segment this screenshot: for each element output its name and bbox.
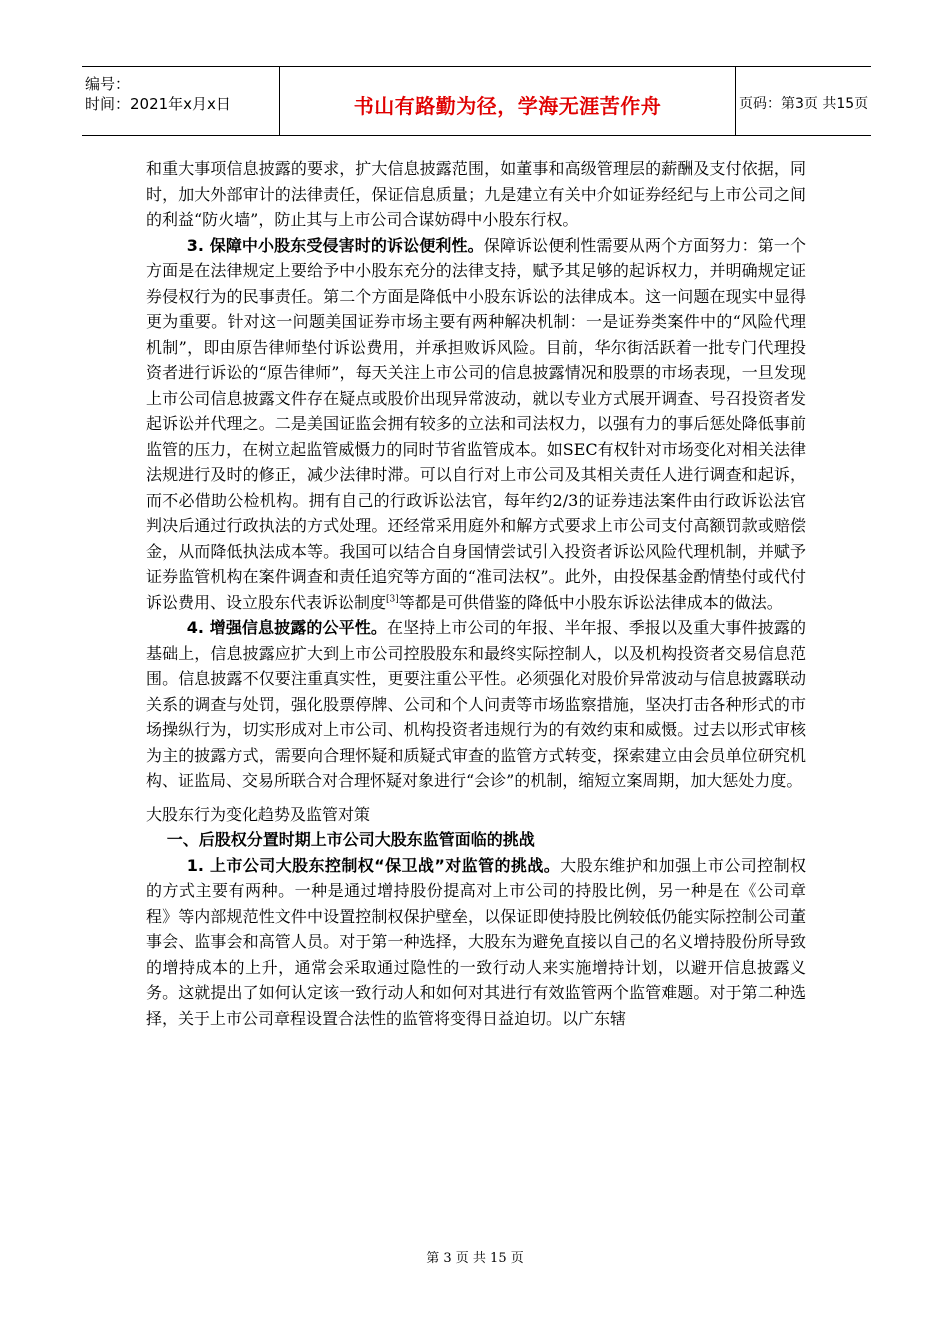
paragraph-lead: 3. 保障中小股东受侵害时的诉讼便利性。 [186,235,484,255]
paragraph-text: 等都是可供借鉴的降低中小股东诉讼法律成本的做法。 [398,592,783,612]
page-header [82,66,871,136]
paragraph-text: 大股东维护和加强上市公司控制权的方式主要有两种。一种是通过增持股份提高对上市公司的持股比例，另一种是在《公司章程》等内部规范性文件中设置控制权保护壁垒，以保证即使持股比例较低仍能实际控制公司董事会、监事会和高管人员。对于第一种选择，大股东为避免直接以自己的名义增持股份所导致的增持成本的上升，通常会采取通过隐性的一致行动人来实施增持计划，以避开信息披露义务。这就提出了如何认定该一致行动人和如何对其进行有效监管两个监管难题。对于第二种选择，关于上市公司章程设置合法性的监管将变得日益迫切。以广东辖 [146,855,806,1028]
document-number-label: 编号： [85,75,131,93]
paragraph-text: 在坚持上市公司的年报、半年报、季报以及重大事件披露的基础上，信息披露应扩大到上市公司控股股东和最终实际控制人，以及机构投资者交易信息范围。信息披露不仅要注重真实性，更要注重公平性。必须强化对股价异常波动与信息披露联动关系的调查与处罚，强化股票停牌、公司和个人问责等市场监察措施，坚决打击各种形式的市场操纵行为，切实形成对上市公司、机构投资者违规行为的有效约束和威慑。过去以形式审核为主的披露方式，需要向合理怀疑和质疑式审查的监管方式转变，探索建立由会员单位研究机构、证监局、交易所联合对合理怀疑对象进行“会诊”的机制，缩短立案周期，加大惩处力度。 [146,618,806,790]
section-title: 大股东行为变化趋势及监管对策 [146,804,371,824]
paragraph-lead: 1. 上市公司大股东控制权“保卫战”对监管的挑战。 [186,855,561,875]
header-meta-cell [82,67,280,135]
citation-marker: [3] [386,594,399,605]
body-paragraph [146,233,806,616]
document-time-label: 时间：2021年x月x日 [85,95,231,113]
header-motto: 书山有路勤为径，学海无涯苦作舟 [353,94,662,118]
body-paragraph: 和重大事项信息披露的要求，扩大信息披露范围，如董事和高级管理层的薪酬及支付依据，同时，加大外部审计的法律责任，保证信息质量；九是建立有关中介如证券经纪与上市公司之间的利益“防火墙”，防止其与上市公司合谋妨碍中小股东行权。 [146,159,806,229]
body-paragraph [146,615,806,794]
paragraph-lead: 4. 增强信息披露的公平性。 [186,618,388,637]
header-motto-cell [280,67,736,135]
body-paragraph [146,853,806,1032]
section-subheading: 一、后股权分置时期上市公司大股东监管面临的挑战 [166,830,535,849]
page-footer: 第 3 页 共 15 页 [426,1251,524,1266]
document-body [146,156,806,1031]
header-page-number: 页码：第3页 共15页 [739,96,869,112]
paragraph-text: 保障诉讼便利性需要从两个方面努力：第一个方面是在法律规定上要给予中小股东充分的法律支持，赋予其足够的起诉权力，并明确规定证券侵权行为的民事责任。第二个方面是降低中小股东诉讼的法律成本。这一问题在现实中显得更为重要。针对这一问题美国证券市场主要有两种解决机制：一是证券类案件中的“风险代理机制”，即由原告律师垫付诉讼费用，并承担败诉风险。目前，华尔街活跃着一批专门代理投资者进行诉讼的“原告律师”，每天关注上市公司的信息披露情况和股票的市场表现，一旦发现上市公司信息披露文件存在疑点或股价出现异常波动，就以专业方式展开调查、号召投资者发起诉讼并代理之。二是美国证监会拥有较多的立法和司法权力，以强有力的事后惩处降低事前监管的压力，在树立起监管威慑力的同时节省监管成本。如SEC有权针对市场变化对相关法律法规进行及时的修正，减少法律时滞。可以自行对上市公司及其相关责任人进行调查和起诉，而不必借助公检机构。拥有自己的行政诉讼法官，每年约2/3的证券违法案件由行政诉讼法官判决后通过行政执法的方式处理。还经常采用庭外和解方式要求上市公司支付高额罚款或赔偿金，从而降低执法成本等。我国可以结合自身国情尝试引入投资者诉讼风险代理机制，并赋予证券监管机构在案件调查和责任追究等方面的“准司法权”。此外，由投保基金酌情垫付或代付诉讼费用、设立股东代表诉讼制度 [146,235,806,612]
